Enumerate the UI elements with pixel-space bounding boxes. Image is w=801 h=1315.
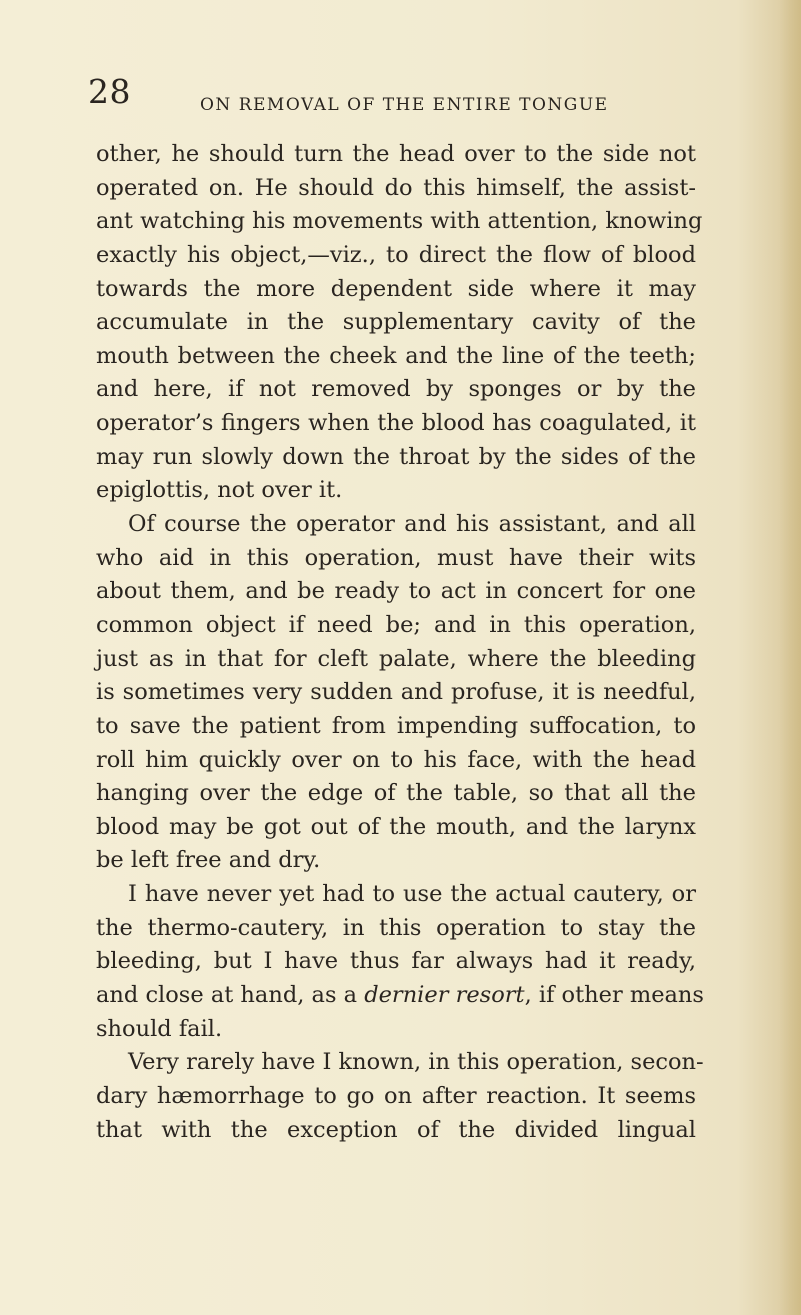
text-line: other, he should turn the head over to the side not [96, 141, 696, 167]
text-line: dary hæmorrhage to go on after reaction. It seems [96, 1082, 696, 1109]
text-line: hanging over the edge of the table, so that all the [96, 780, 696, 807]
running-title: ON REMOVAL OF THE ENTIRE TONGUE [200, 95, 609, 115]
text-line: blood may be got out of the mouth, and the larynx [96, 813, 696, 840]
text-line: may run slowly down the throat by the sides of the [96, 443, 696, 470]
text-line: ant watching his movements with attention, knowing [96, 208, 703, 235]
text-line: I have never yet had to use the actual cautery, or [128, 881, 696, 908]
text-run: and close at hand, as a [96, 982, 365, 1009]
text-line [96, 979, 704, 1013]
text-line: operated on. He should do this himself, the assist- [96, 174, 696, 201]
text-line: to save the patient from impending suffocation, to [96, 712, 696, 739]
text-line: about them, and be ready to act in concert for one [96, 578, 696, 605]
text-line: be left free and dry. [96, 847, 321, 874]
text-line: Very rarely have I known, in this operation, secon- [128, 1049, 704, 1076]
text-line: exactly his object,—viz., to direct the flow of blood [96, 241, 696, 268]
text-line: operator’s fingers when the blood has coagulated, it [96, 410, 696, 437]
italic-phrase: dernier resort [364, 982, 525, 1009]
text-line: who aid in this operation, must have their wits [96, 544, 696, 571]
text-line: mouth between the cheek and the line of the teeth; [96, 342, 696, 369]
text-line: the thermo-cautery, in this operation to stay the [96, 914, 696, 941]
text-line: should fail. [96, 1015, 223, 1042]
text-line: common object if need be; and in this operation, [96, 611, 696, 638]
text-line: Of course the operator and his assistant, and all [128, 511, 696, 538]
text-line: just as in that for cleft palate, where the bleeding [96, 645, 696, 672]
text-line: epiglottis, not over it. [96, 477, 343, 504]
text-line: towards the more dependent side where it may [96, 275, 696, 302]
text-line: bleeding, but I have thus far always had it ready, [96, 948, 696, 975]
text-line: and here, if not removed by sponges or by the [96, 376, 696, 403]
text-line: roll him quickly over on to his face, with the head [96, 746, 696, 773]
text-line: accumulate in the supplementary cavity of the [96, 309, 696, 336]
text-line: that with the exception of the divided lingual [96, 1116, 696, 1143]
page-number: 28 [88, 72, 131, 111]
page-edge-shadow [779, 0, 801, 1315]
text-line: is sometimes very sudden and profuse, it is needful, [96, 679, 696, 706]
running-head [88, 72, 738, 122]
text-run: , if other means [524, 982, 704, 1009]
body-text [96, 138, 704, 1147]
